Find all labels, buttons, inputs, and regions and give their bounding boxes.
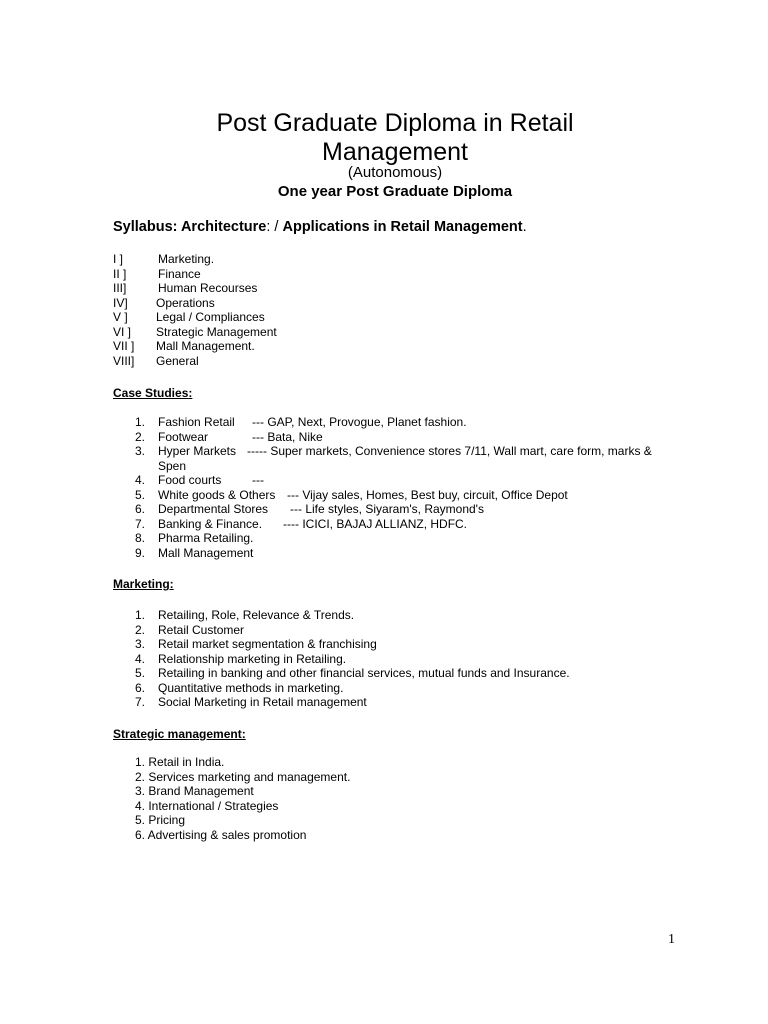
module-label: Strategic Management — [156, 324, 277, 339]
module-number: II ] — [113, 266, 127, 281]
list-text: Retail market segmentation & franchising — [158, 637, 377, 651]
case-study-examples: --- Bata, Nike — [252, 429, 323, 444]
list-text: Quantitative methods in marketing. — [158, 680, 344, 695]
list-number: 3. — [135, 637, 146, 651]
case-study-examples: --- — [252, 473, 264, 487]
case-study-examples: --- GAP, Next, Provogue, Planet fashion. — [252, 415, 467, 429]
page-number: 1 — [668, 932, 675, 947]
module-number: III] — [113, 281, 127, 295]
case-study-examples: ----- Super markets, Convenience stores 7/11, Wall mart, care form, marks & — [247, 444, 652, 458]
module-label: Finance — [158, 266, 201, 281]
module-number: VII ] — [113, 339, 135, 353]
list-number: 4. — [135, 651, 146, 666]
list-item: 6. Advertising & sales promotion — [135, 827, 307, 842]
list-item: 5. Pricing — [135, 813, 186, 827]
case-studies-heading-colon: : — [188, 386, 193, 400]
list-number: 5. — [135, 666, 146, 680]
list-item: 2. Services marketing and management. — [135, 769, 351, 784]
document-title-line-2: Management — [322, 138, 468, 166]
module-number: VI ] — [113, 324, 132, 339]
case-study-name: Hyper Markets — [158, 444, 237, 458]
list-text: Retailing, Role, Relevance & Trends. — [158, 608, 355, 622]
case-study-name: Departmental Stores — [158, 502, 269, 516]
module-label: Mall Management. — [156, 339, 255, 353]
syllabus-separator: : / — [266, 219, 283, 235]
list-number: 2. — [135, 622, 146, 637]
list-number: 7. — [135, 516, 146, 531]
list-number: 6. — [135, 502, 146, 516]
syllabus-line — [113, 218, 527, 236]
case-study-examples: --- Vijay sales, Homes, Best buy, circuit, Office Depot — [287, 487, 568, 502]
strategic-management-heading: Strategic management: — [113, 727, 246, 741]
list-number: 1. — [135, 608, 146, 622]
list-number: 7. — [135, 695, 146, 709]
list-item: 3. Brand Management — [135, 784, 254, 798]
list-text: Retail Customer — [158, 622, 245, 637]
module-label: General — [156, 353, 199, 368]
case-study-examples: --- Life styles, Siyaram's, Raymond's — [290, 502, 484, 516]
strategic-management-list — [135, 755, 350, 842]
module-number: I ] — [113, 252, 124, 266]
document-title-line-1: Post Graduate Diploma in Retail — [216, 109, 574, 137]
module-number: V ] — [113, 310, 128, 324]
list-number: 4. — [135, 473, 146, 487]
autonomous-label: (Autonomous) — [347, 164, 443, 181]
case-study-name: White goods & Others — [158, 487, 276, 502]
module-number: VIII] — [113, 353, 135, 368]
syllabus-end: . — [522, 219, 527, 235]
case-study-examples-continued: Spen — [158, 458, 187, 473]
case-study-name: Fashion Retail — [158, 415, 235, 429]
module-label: Human Recourses — [158, 281, 258, 295]
list-text: Social Marketing in Retail management — [158, 695, 367, 709]
list-number: 3. — [135, 444, 146, 458]
document-subtitle: One year Post Graduate Diploma — [277, 183, 513, 200]
list-text: Relationship marketing in Retailing. — [158, 651, 347, 666]
marketing-heading: Marketing: — [113, 577, 174, 591]
case-study-name: Footwear — [158, 429, 209, 444]
syllabus-label-2: Applications in Retail Management — [282, 219, 523, 235]
case-study-name: Banking & Finance. — [158, 516, 263, 531]
list-item: 1. Retail in India. — [135, 755, 225, 769]
case-studies-heading — [113, 386, 192, 400]
case-study-name: Food courts — [158, 473, 222, 487]
list-number: 6. — [135, 680, 146, 695]
module-label: Operations — [156, 295, 215, 310]
list-number: 9. — [135, 545, 146, 560]
module-number: IV] — [113, 295, 128, 310]
list-text: Retailing in banking and other financial services, mutual funds and Insurance. — [158, 666, 570, 680]
module-label: Marketing. — [158, 252, 215, 266]
syllabus-label: Syllabus: Architecture — [113, 219, 267, 235]
list-number: 2. — [135, 429, 146, 444]
case-study-examples: ---- ICICI, BAJAJ ALLIANZ, HDFC. — [283, 516, 468, 531]
case-study-name: Mall Management — [158, 545, 254, 560]
case-study-name: Pharma Retailing. — [158, 531, 254, 545]
case-studies-heading-text: Case Studies — [113, 386, 189, 400]
list-number: 1. — [135, 415, 146, 429]
list-number: 8. — [135, 531, 146, 545]
module-label: Legal / Compliances — [156, 310, 265, 324]
list-item: 4. International / Strategies — [135, 798, 279, 813]
list-number: 5. — [135, 487, 146, 502]
